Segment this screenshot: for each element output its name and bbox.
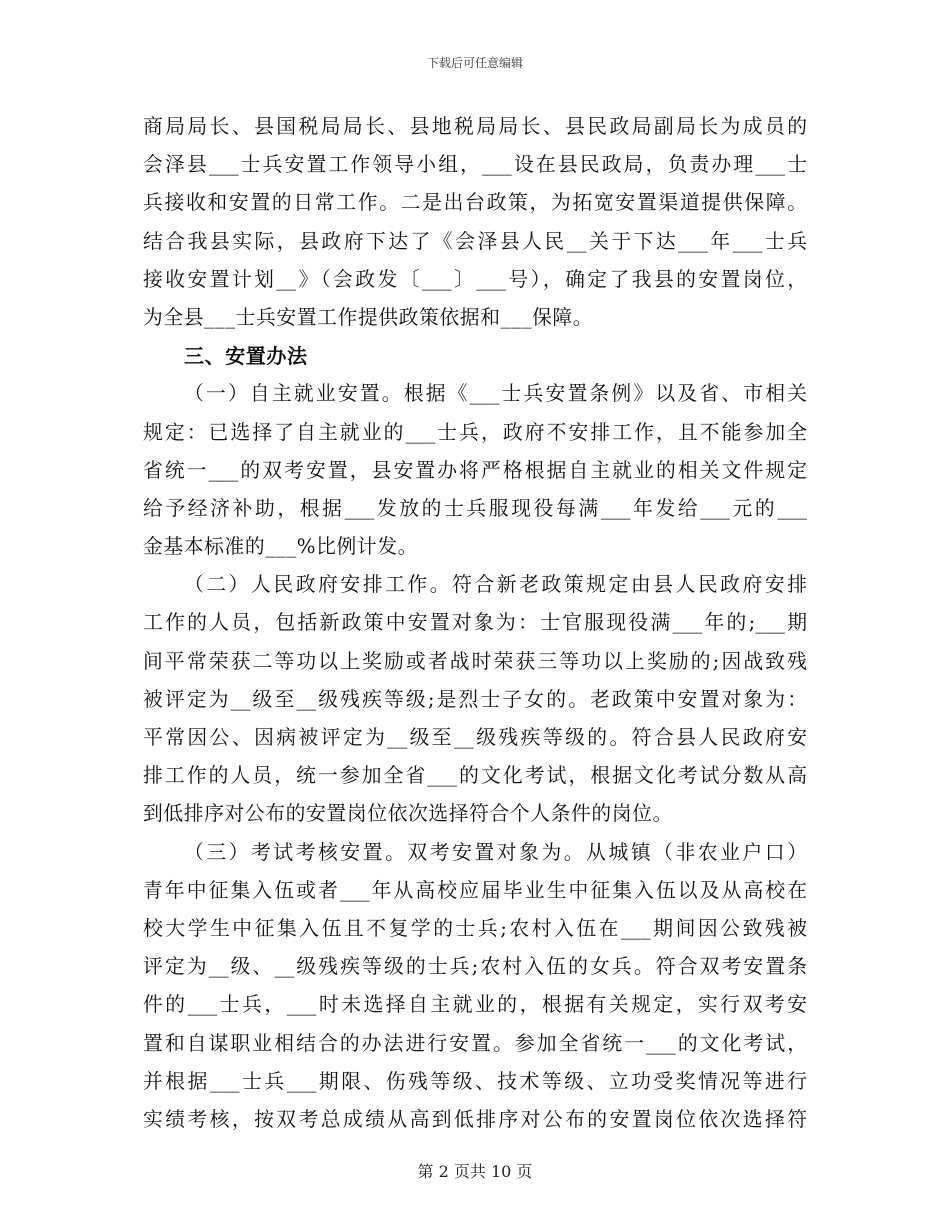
document-body <box>143 108 807 1139</box>
paragraph-line: 校大学生中征集入伍且不复学的士兵;农村入伍在___期间因公致残被 <box>143 916 807 940</box>
paragraph-line: 金基本标准的___%比例计发。 <box>143 535 419 559</box>
paragraph-line: 商局局长、县国税局局长、县地税局局长、县民政局副局长为成员的 <box>143 115 807 138</box>
paragraph-line: 工作的人员，包括新政策中安置对象为：士官服现役满___年的;___期 <box>143 611 807 635</box>
paragraph-line: 规定：已选择了自主就业的___士兵，政府不安排工作，且不能参加全 <box>143 420 807 444</box>
paragraph-line: 评定为__级、__级残疾等级的士兵;农村入伍的女兵。符合双考安置条 <box>143 955 807 979</box>
paragraph-line: 到低排序对公布的安置岗位依次选择符合个人条件的岗位。 <box>143 802 673 826</box>
paragraph-line: 件的___士兵，___时未选择自主就业的，根据有关规定，实行双考安 <box>143 993 807 1017</box>
page-footer: 第 2 页共 10 页 <box>417 1162 533 1181</box>
page-header: 下载后可任意编辑 <box>426 56 523 70</box>
paragraph-line: 接收安置计划__》（会政发〔___〕___号），确定了我县的安置岗位， <box>143 267 807 291</box>
paragraph-line: （二）人民政府安排工作。符合新老政策规定由县人民政府安排 <box>184 573 807 597</box>
paragraph-line: 省统一___的双考安置，县安置办将严格根据自主就业的相关文件规定 <box>143 458 807 482</box>
paragraph-line: 结合我县实际，县政府下达了《会泽县人民__关于下达___年___士兵 <box>143 229 807 253</box>
paragraph-line: 青年中征集入伍或者___年从高校应届毕业生中征集入伍以及从高校在 <box>143 878 807 902</box>
paragraph-line: 会泽县___士兵安置工作领导小组，___设在县民政局，负责办理___士 <box>143 153 807 177</box>
section-heading: 三、安置办法 <box>184 344 308 369</box>
paragraph-line: （三）考试考核安置。双考安置对象为。从城镇（非农业户口） <box>184 840 807 864</box>
paragraph-line: 间平常荣获二等功以上奖励或者战时荣获三等功以上奖励的;因战致残 <box>143 649 807 673</box>
paragraph-line: 给予经济补助，根据___发放的士兵服现役每满___年发给___元的___ <box>143 496 807 520</box>
paragraph-line: 被评定为__级至__级残疾等级;是烈士子女的。老政策中安置对象为： <box>143 687 807 711</box>
paragraph-line: （一）自主就业安置。根据《___士兵安置条例》以及省、市相关 <box>184 382 807 406</box>
paragraph-line: 排工作的人员，统一参加全省___的文化考试，根据文化考试分数从高 <box>143 764 807 788</box>
paragraph-line: 并根据___士兵___期限、伤残等级、技术等级、立功受奖情况等进行 <box>143 1069 807 1093</box>
paragraph-line: 置和自谋职业相结合的办法进行安置。参加全省统一___的文化考试， <box>143 1031 807 1055</box>
paragraph-line: 兵接收和安置的日常工作。二是出台政策，为拓宽安置渠道提供保障。 <box>143 191 807 215</box>
paragraph-line: 平常因公、因病被评定为__级至__级残疾等级的。符合县人民政府安 <box>143 726 807 749</box>
paragraph-line: 为全县___士兵安置工作提供政策依据和___保障。 <box>143 305 594 329</box>
paragraph-line: 实绩考核，按双考总成绩从高到低排序对公布的安置岗位依次选择符 <box>143 1107 807 1131</box>
